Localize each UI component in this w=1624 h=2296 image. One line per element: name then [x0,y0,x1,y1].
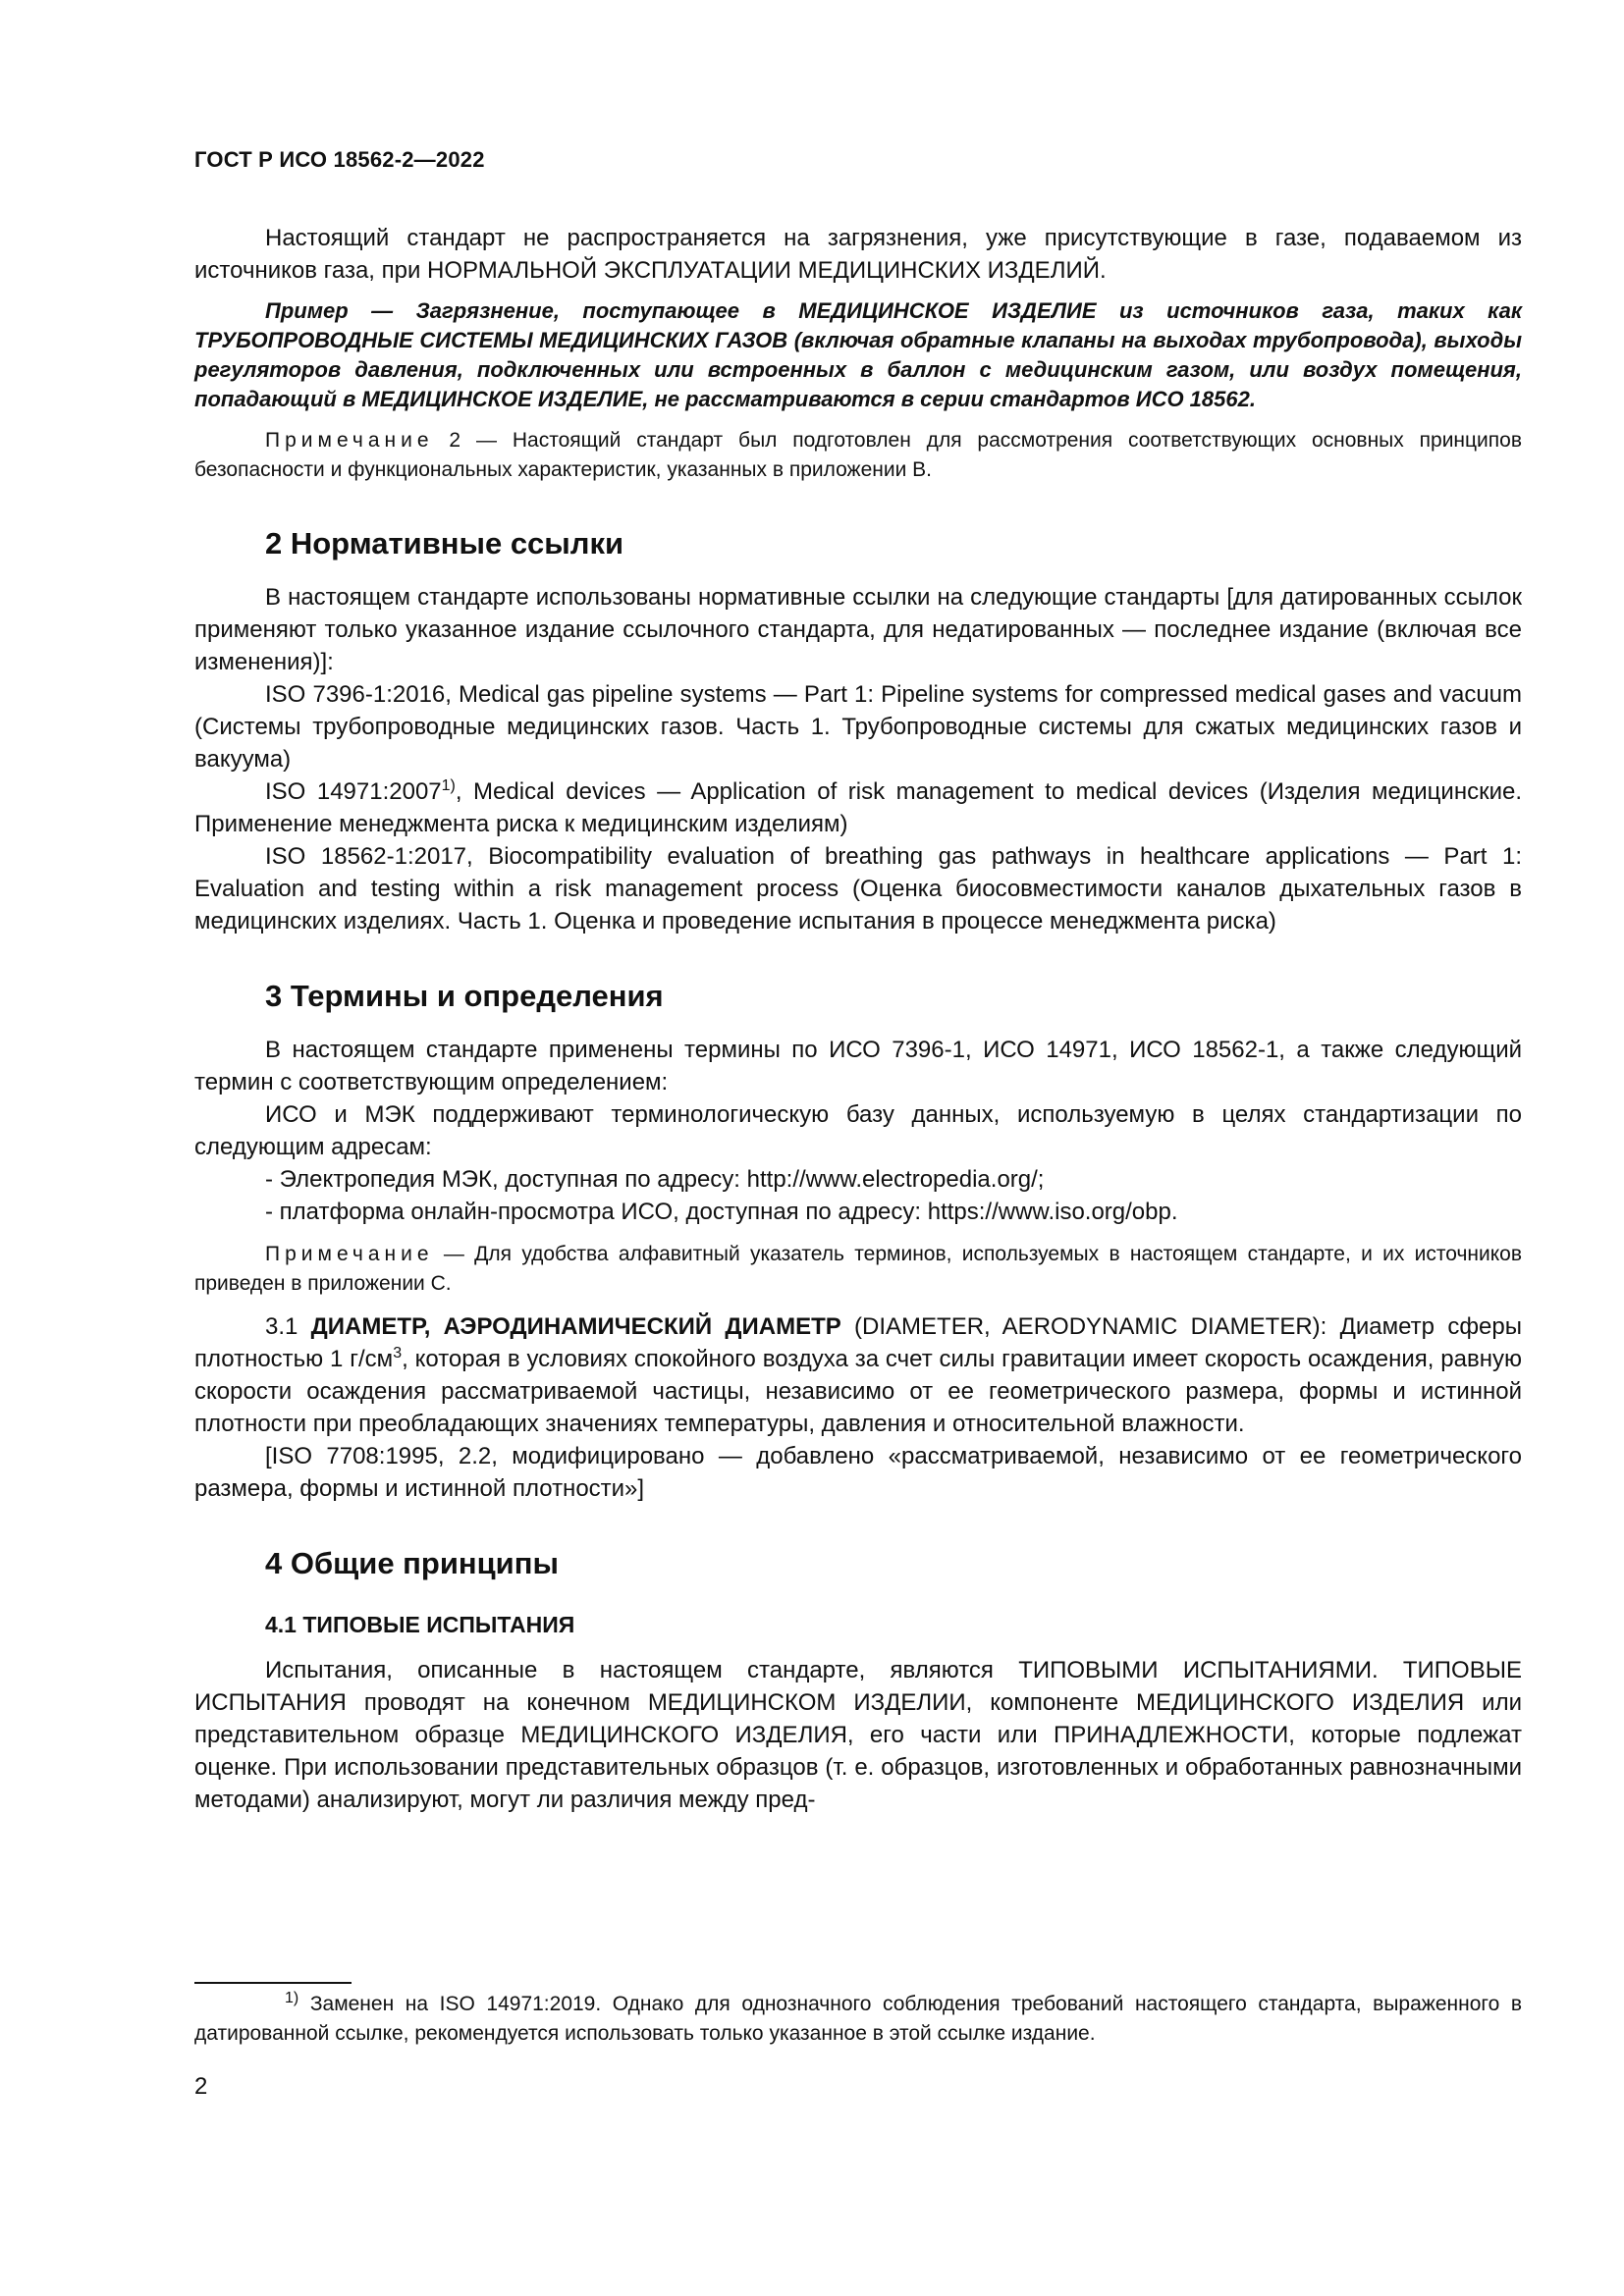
reference-text: , Medical devices — Application of risk management to medical devices (Изделия медицинские. Применение менеджмента риска к медицинским изделиям) [194,778,1522,837]
document-page [194,147,1522,1816]
section-4-title: 4 Общие принципы [265,1546,559,1580]
definition-term-en: (DIAMETER, AERODYNAMIC DIAMETER): [840,1313,1340,1340]
section-2-title: 2 Нормативные ссылки [265,526,624,561]
footnote-marker: 1) [441,777,456,794]
definition-source: [ISO 7708:1995, 2.2, модифицировано — добавлено «рассматриваемой, независимо от ее геометрического размера, формы и истинной плотности»] [194,1443,1522,1502]
definition-3-1 [194,1310,1522,1440]
note-text: — Для удобства алфавитный указатель терминов, используемых в настоящем стандарте, и их источников приведен в приложении С. [194,1243,1522,1295]
list-item: - Электропедия МЭК, доступная по адресу: http://www.electropedia.org/; [265,1166,1045,1193]
intro-paragraph: Настоящий стандарт не распространяется на загрязнения, уже присутствующие в газе, подаваемом из источников газа, при НОРМАЛЬНОЙ ЭКСПЛУАТАЦИИ МЕДИЦИНСКИХ ИЗДЕЛИЙ. [194,225,1522,284]
example-paragraph: Пример — Загрязнение, поступающее в МЕДИЦИНСКОЕ ИЗДЕЛИЕ из источников газа, таких как ТРУБОПРОВОДНЫЕ СИСТЕМЫ МЕДИЦИНСКИХ ГАЗОВ (включая обратные клапаны на выходах трубопровода), выходы регуляторов давления, подключенных или встроенных в баллон с медицинским газом, или воздух помещения, попадающий в МЕДИЦИНСКОЕ ИЗДЕЛИЕ, не рассматриваются в серии стандартов ИСО 18562. [194,298,1522,411]
section-4-1-paragraph: Испытания, описанные в настоящем стандарте, являются ТИПОВЫМИ ИСПЫТАНИЯМИ. ТИПОВЫЕ ИСПЫТАНИЯ проводят на конечном МЕДИЦИНСКОМ ИЗДЕЛИИ, компоненте МЕДИЦИНСКОГО ИЗДЕЛИЯ или представительном образце МЕДИЦИНСКОГО ИЗДЕЛИЯ, его части или ПРИНАДЛЕЖНОСТИ, которые подлежат оценке. При использовании представительных образцов (т. е. образцов, изготовленных и обработанных равнозначными методами) анализируют, могут ли различия между пред- [194,1657,1522,1813]
section-3-database: ИСО и МЭК поддерживают терминологическую базу данных, используемую в целях стандартизации по следующим адресам: [194,1101,1522,1160]
section-3-title: 3 Термины и определения [265,979,664,1013]
definition-term: ДИАМЕТР, АЭРОДИНАМИЧЕСКИЙ ДИАМЕТР [310,1313,841,1340]
reference-iso-18562: ISO 18562-1:2017, Biocompatibility evaluation of breathing gas pathways in healthcare applications — Part 1: Evaluation and testing within a risk management process (Оценка биосовместимости каналов дыхательных газов в медицинских изделиях. Часть 1. Оценка и проведение испытания в процессе менеджмента риска) [194,843,1522,934]
footnote-mark: 1) [285,1990,299,2006]
footnote [194,1990,1522,2049]
list-item: - платформа онлайн-просмотра ИСО, доступная по адресу: https://www.iso.org/obp. [265,1199,1178,1225]
footnote-divider [194,1982,352,1984]
page-number: 2 [194,2073,208,2100]
note-2 [194,426,1522,485]
address-list [194,1163,1522,1228]
note-label: Примечание [265,1243,434,1265]
section-2-intro: В настоящем стандарте использованы нормативные ссылки на следующие стандарты [для датированных ссылок применяют только указанное издание ссылочного стандарта, для недатированных — последнее издание (включая все изменения)]: [194,584,1522,675]
section-3-intro: В настоящем стандарте применены термины по ИСО 7396-1, ИСО 14971, ИСО 18562-1, а также следующий термин с соответствующим определением: [194,1037,1522,1095]
reference-code: ISO 14971:2007 [265,778,442,805]
reference-iso-7396: ISO 7396-1:2016, Medical gas pipeline systems — Part 1: Pipeline systems for compressed medical gases and vacuum (Системы трубопроводные медицинских газов. Часть 1. Трубопроводные системы для сжатых медицинских газов и вакуума) [194,681,1522,773]
running-header: ГОСТ Р ИСО 18562-2—2022 [194,147,485,172]
superscript: 3 [393,1345,403,1362]
note-text: 2 — Настоящий стандарт был подготовлен для рассмотрения соответствующих основных принципов безопасности и функциональных характеристик, указанных в приложении В. [194,429,1522,481]
reference-iso-14971 [194,775,1522,840]
subsection-4-1-title: 4.1 ТИПОВЫЕ ИСПЫТАНИЯ [265,1612,575,1637]
definition-text-rest: , которая в условиях спокойного воздуха за счет силы гравитации имеет скорость осаждения, равную скорости осаждения рассматриваемой частицы, независимо от ее геометрического размера, формы и истинной плотности при преобладающих значениях температуры, давления и относительной влажности. [194,1346,1522,1437]
footnote-text: Заменен на ISO 14971:2019. Однако для однозначного соблюдения требований настоящего стандарта, выраженного в датированной ссылке, рекомендуется использовать только указанное в этой ссылке издание. [194,1993,1522,2045]
definition-text: Диаметр сферы плотностью 1 г/см [194,1313,1523,1372]
note [194,1240,1522,1299]
note-label: Примечание [265,429,434,452]
definition-number: 3.1 [265,1313,311,1340]
